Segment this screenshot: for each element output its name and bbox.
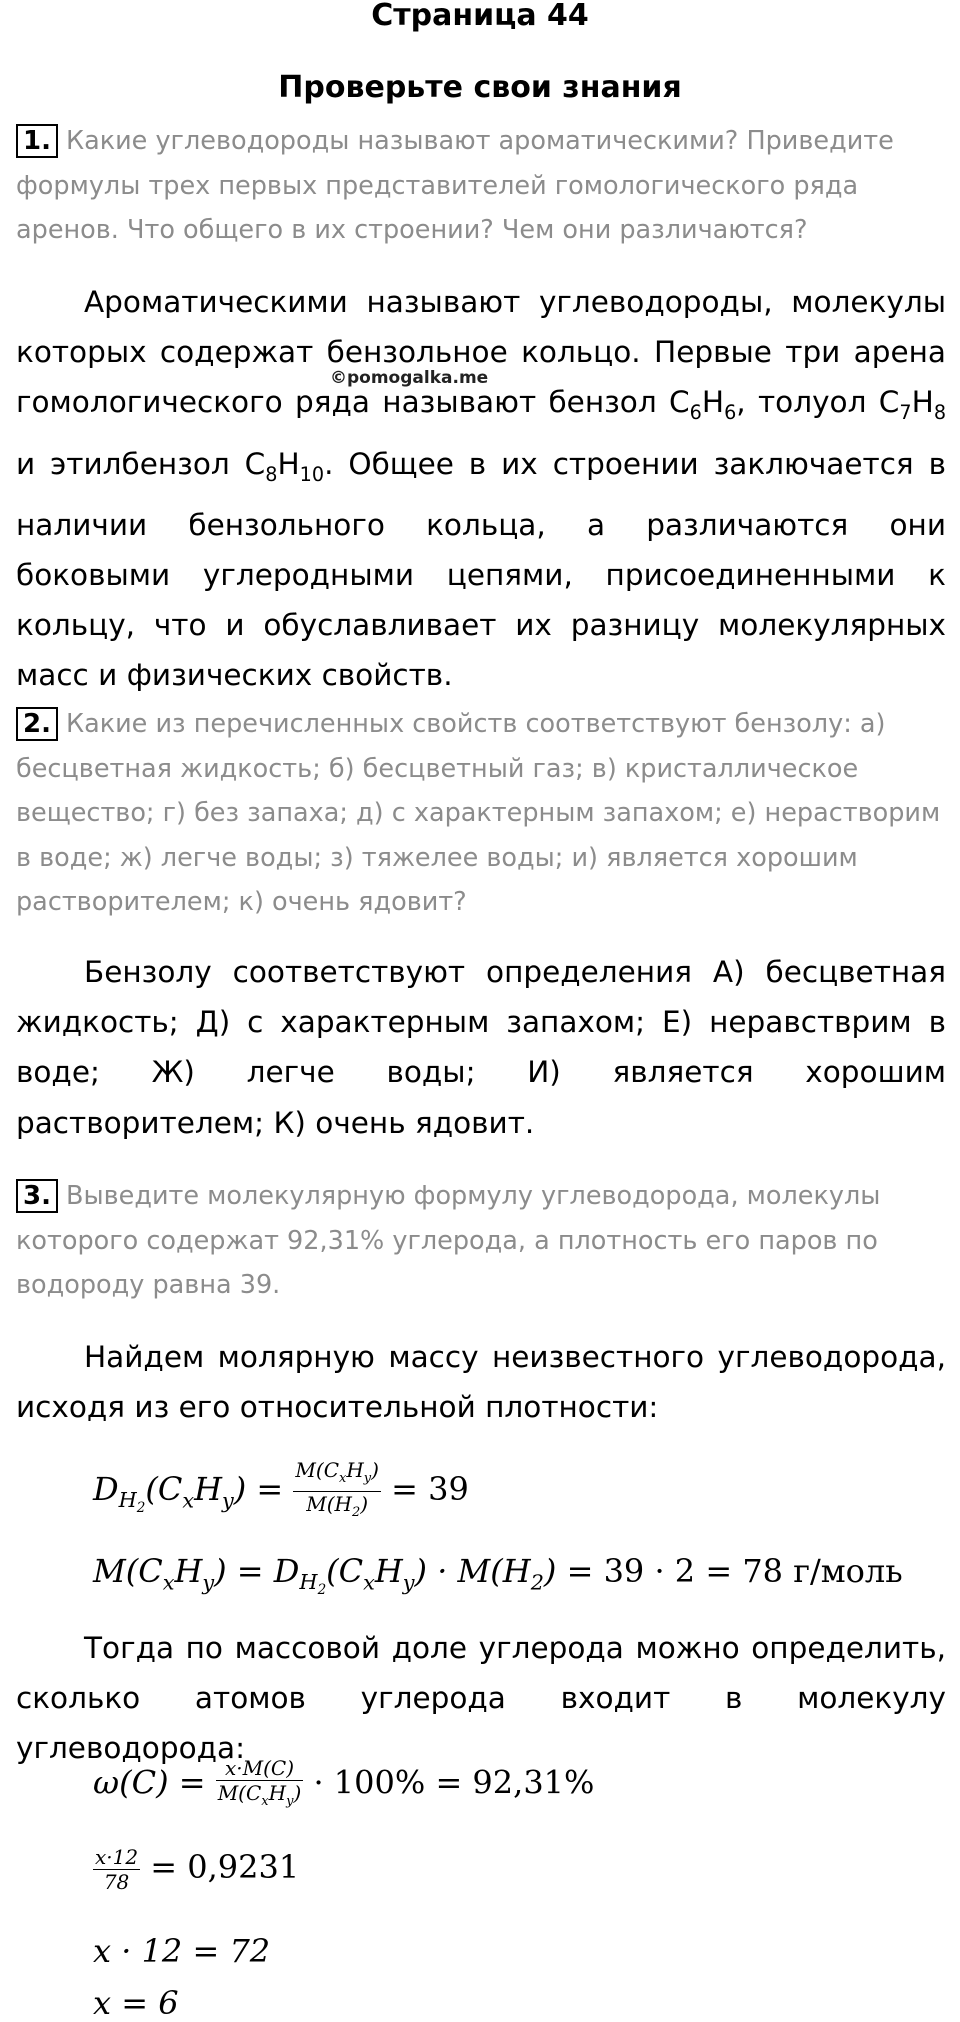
fraction: $\frac{x\cdot 12}{78}$ <box>95 1845 139 1894</box>
equation-molar-mass: $M(C_xH_y) = D_{H_2}(C_xH_y) \cdot M(H_2) = 39 \cdot 2 = 78$ г/моль <box>93 1552 903 1599</box>
answer-text: Тогда по массовой доле углерода можно определить, сколько атомов углерода входит в молекулу углеводорода: <box>16 1631 946 1766</box>
answer-text: Найдем молярную массу неизвестного углеводорода, исходя из его относительной плотности: <box>16 1340 946 1425</box>
page-title: Страница 44 <box>371 0 589 33</box>
formula-symbol: H <box>701 385 725 420</box>
fraction: $\frac{M(C_xH_y)}{M(H_2)}$ <box>295 1458 379 1520</box>
task-1-answer <box>16 277 946 700</box>
task-number: 3. <box>16 1179 58 1213</box>
formula-symbol: H <box>911 385 934 420</box>
question-text: Какие из перечисленных свойств соответствуют бензолу: а) бесцветная жидкость; б) бесцветный газ; в) кристаллическое вещество; г) без запаха; д) с характерным запахом; е) нерастворим в воде; ж) легче воды; з) тяжелее воды; и) является хорошим растворителем; к) очень ядовит? <box>16 709 941 917</box>
answer-text: и этилбензол C <box>16 446 266 481</box>
equation-ratio: $\frac{x\cdot 12}{78}$ = 0,9231 <box>95 1845 300 1894</box>
subscript: 6 <box>689 401 702 425</box>
answer-text: . Общее в их строении заключается в наличии бензольного кольца, а различаются они боковыми углеродными цепями, присоединенными к кольцу, что и обуславливает их разницу молекулярных масс и физических свойств. <box>16 446 946 693</box>
equation-density: $D_{H_2}(C_xH_y)$ = $\frac{M(C_xH_y)}{M(H_2)}$ = 39 <box>93 1458 469 1525</box>
task-1-question <box>16 119 946 253</box>
answer-text: , толуол C <box>736 385 900 420</box>
subscript: 7 <box>899 401 912 425</box>
subscript: 8 <box>265 462 278 486</box>
watermark: ©pomogalka.me <box>330 368 489 388</box>
task-number: 2. <box>16 707 58 741</box>
task-2-question <box>16 702 946 925</box>
equation-product: x · 12 = 72 <box>93 1932 271 1970</box>
task-3-answer-mass-fraction <box>16 1623 946 1774</box>
equation-mass-fraction: ω(C) = $\frac{x\cdot M(C)}{M(C_xH_y)}$ · 100% = 92,31% <box>93 1756 594 1814</box>
task-number: 1. <box>16 124 58 158</box>
question-text: Какие углеводороды называют ароматическими? Приведите формулы трех первых представителей гомологического ряда аренов. Что общего в их строении? Чем они различаются? <box>16 126 894 245</box>
question-text: Выведите молекулярную формулу углеводорода, молекулы которого содержат 92,31% углерода, а плотность его паров по водороду равна 39. <box>16 1181 881 1300</box>
subscript: 8 <box>933 401 947 425</box>
answer-text: Ароматическими называют углеводороды, молекулы которых содержат бензольное кольцо. Первые три арена гомологического ряда называют бензол C <box>16 285 946 420</box>
answer-text: Бензолу соответствуют определения А) бесцветная жидкость; Д) с характерным запахом; Е) неравстврим в воде; Ж) легче воды; И) является хорошим растворителем; К) очень ядовит. <box>16 955 946 1140</box>
fraction: $\frac{x\cdot M(C)}{M(C_xH_y)}$ <box>217 1756 302 1809</box>
section-title: Проверьте свои знания <box>278 70 682 105</box>
task-2-answer <box>16 947 946 1148</box>
task-3-question <box>16 1174 946 1308</box>
subscript: 6 <box>724 401 737 425</box>
formula-symbol: H <box>277 446 300 481</box>
equation-result: x = 6 <box>93 1984 179 2022</box>
subscript: 10 <box>299 462 325 486</box>
task-3-answer-intro <box>16 1332 946 1432</box>
